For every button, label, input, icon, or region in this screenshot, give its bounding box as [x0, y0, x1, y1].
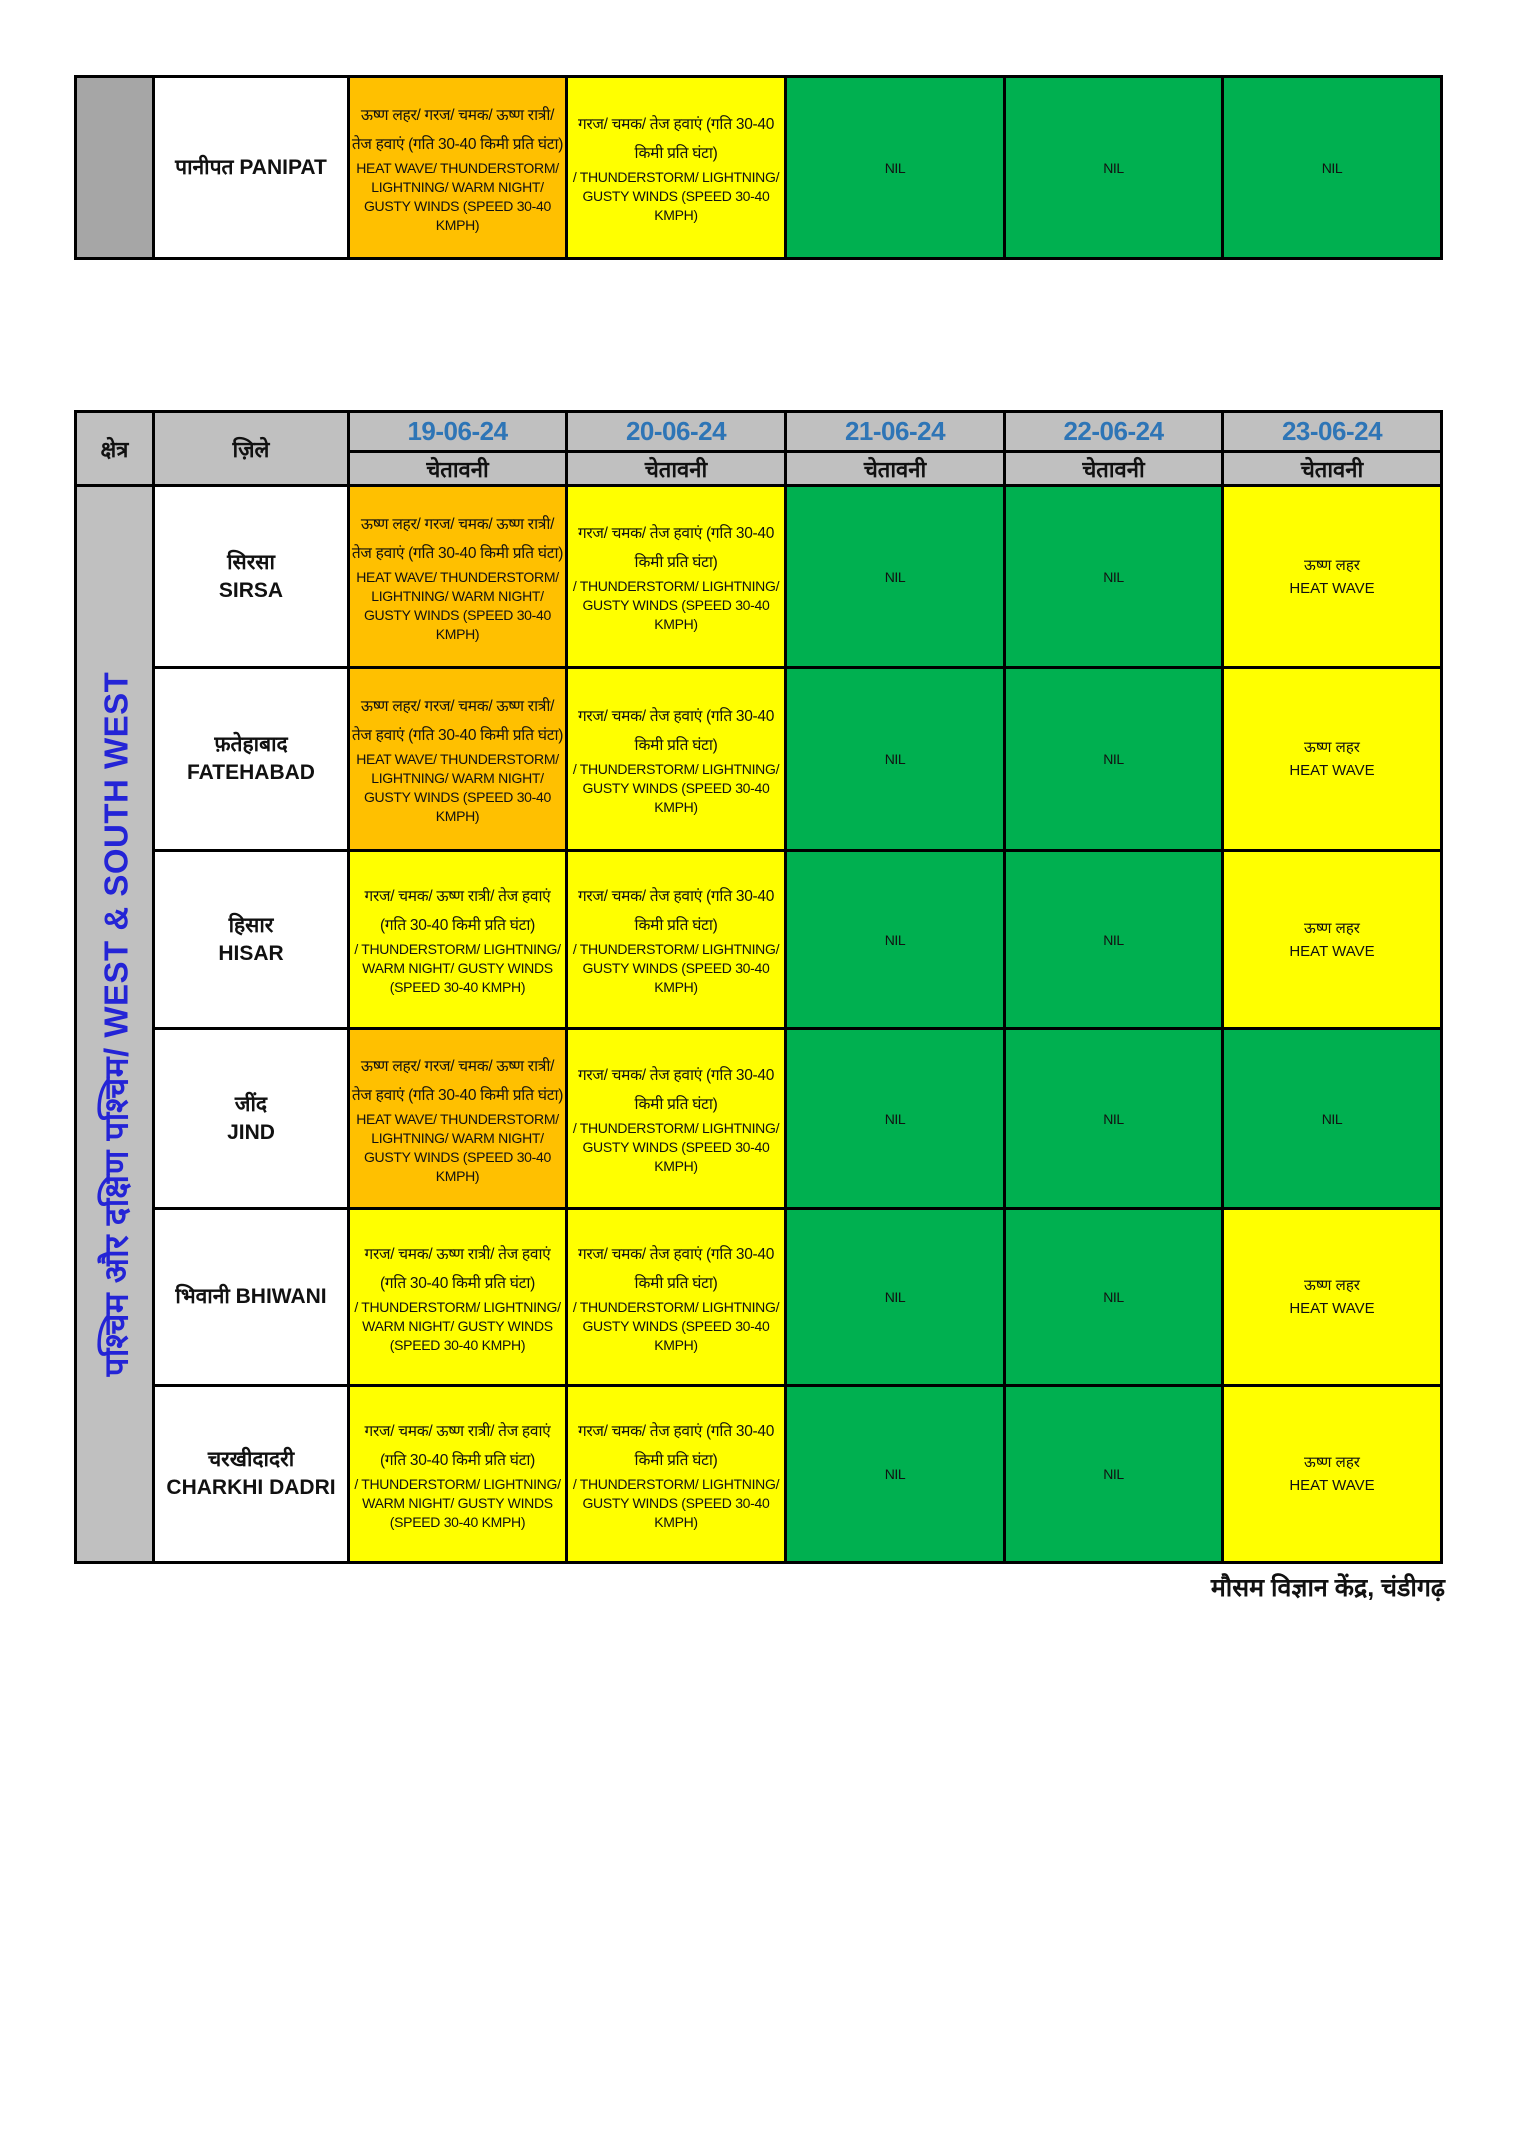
warning-cell-day4: NIL	[1005, 668, 1223, 851]
warning-cell-day1	[349, 486, 567, 668]
warning-text-english: / THUNDERSTORM/ LIGHTNING/ WARM NIGHT/ GUSTY WINDS (SPEED 30-40 KMPH)	[354, 1475, 561, 1530]
warning-text-english: / THUNDERSTORM/ LIGHTNING/ GUSTY WINDS (SPEED 30-40 KMPH)	[572, 760, 780, 815]
header-warning-label-5: चेतावनी	[1223, 452, 1442, 486]
warning-cell-day3: NIL	[786, 1209, 1005, 1386]
warning-cell-day3: NIL	[786, 1386, 1005, 1563]
warning-text-english: / THUNDERSTORM/ LIGHTNING/ GUSTY WINDS (SPEED 30-40 KMPH)	[572, 1298, 780, 1353]
warning-cell-day3: NIL	[786, 1029, 1005, 1209]
warning-cell-day4: NIL	[1005, 1386, 1223, 1563]
table-row-fatehabad	[76, 668, 1442, 851]
header-warning-label-2: चेतावनी	[567, 452, 786, 486]
warning-cell-day5	[1223, 668, 1442, 851]
warning-text-hindi: ऊष्ण लहर	[1304, 739, 1360, 756]
warning-cell-day2	[567, 851, 786, 1029]
district-name-hindi: सिरसा	[227, 550, 275, 574]
warning-text-english: HEAT WAVE	[1289, 762, 1375, 779]
district-cell	[154, 1029, 349, 1209]
table-row-jind	[76, 1029, 1442, 1209]
district-name-hindi: फ़तेहाबाद	[214, 733, 288, 756]
district-name-hindi: जींद	[234, 1092, 268, 1116]
warning-cell-day3: NIL	[786, 851, 1005, 1029]
warning-text-english: / THUNDERSTORM/ LIGHTNING/ WARM NIGHT/ GUSTY WINDS (SPEED 30-40 KMPH)	[354, 1298, 561, 1353]
header-date-5: 23-06-24	[1223, 412, 1442, 452]
warning-cell-day4: NIL	[1005, 1209, 1223, 1386]
district-name-english: CHARKHI DADRI	[166, 1476, 336, 1499]
header-date-2: 20-06-24	[567, 412, 786, 452]
warning-text-hindi: गरज/ चमक/ तेज हवाएं (गति 30-40 किमी प्रति घंटा)	[577, 525, 775, 571]
warning-text-hindi: गरज/ चमक/ तेज हवाएं (गति 30-40 किमी प्रति घंटा)	[577, 116, 775, 162]
warning-cell-day2	[567, 1386, 786, 1563]
warning-text-english: HEAT WAVE/ THUNDERSTORM/ LIGHTNING/ WARM NIGHT/ GUSTY WINDS (SPEED 30-40 KMPH)	[356, 568, 559, 642]
warning-text-hindi: गरज/ चमक/ ऊष्ण रात्री/ तेज हवाएं (गति 30-40 किमी प्रति घंटा)	[364, 1245, 551, 1292]
district-name-hindi: चरखीदादरी	[207, 1448, 295, 1471]
warning-text-english: HEAT WAVE	[1289, 942, 1375, 960]
district-cell	[154, 668, 349, 851]
warning-text-hindi: गरज/ चमक/ तेज हवाएं (गति 30-40 किमी प्रति घंटा)	[577, 707, 775, 754]
header-warning-label-3: चेतावनी	[786, 452, 1005, 486]
header-row-dates	[76, 412, 1442, 452]
region-label-cell	[76, 486, 154, 1563]
warning-cell-day1	[349, 668, 567, 851]
district-cell	[154, 1386, 349, 1563]
header-district: ज़िले	[154, 412, 349, 486]
warning-cell-day4: NIL	[1005, 77, 1223, 259]
region-label: पश्चिम और दक्षिण पश्चिम/ WEST & SOUTH WEST	[97, 671, 134, 1377]
header-warning-label-1: चेतावनी	[349, 452, 567, 486]
warning-text-hindi: गरज/ चमक/ ऊष्ण रात्री/ तेज हवाएं (गति 30-40 किमी प्रति घंटा)	[364, 888, 551, 934]
warning-text-english: / THUNDERSTORM/ LIGHTNING/ WARM NIGHT/ GUSTY WINDS (SPEED 30-40 KMPH)	[354, 941, 561, 995]
district-warning-table	[74, 410, 1443, 1564]
warning-cell-day1	[349, 851, 567, 1029]
warning-text-hindi: ऊष्ण लहर	[1304, 1277, 1360, 1294]
warning-text-hindi: ऊष्ण लहर/ गरज/ चमक/ ऊष्ण रात्री/ तेज हवाएं (गति 30-40 किमी प्रति घंटा)	[351, 515, 564, 562]
warning-text-english: HEAT WAVE/ THUNDERSTORM/ LIGHTNING/ WARM NIGHT/ GUSTY WINDS (SPEED 30-40 KMPH)	[356, 751, 559, 824]
warning-text-hindi: ऊष्ण लहर/ गरज/ चमक/ ऊष्ण रात्री/ तेज हवाएं (गति 30-40 किमी प्रति घंटा)	[351, 106, 564, 153]
district-name-english: HISAR	[218, 941, 284, 965]
district-cell	[154, 1209, 349, 1386]
district-name-english: FATEHABAD	[187, 761, 315, 784]
header-date-3: 21-06-24	[786, 412, 1005, 452]
warning-cell-day5	[1223, 1209, 1442, 1386]
warning-cell-day2	[567, 486, 786, 668]
table-row-sirsa	[76, 486, 1442, 668]
warning-text-english: / THUNDERSTORM/ LIGHTNING/ GUSTY WINDS (SPEED 30-40 KMPH)	[572, 169, 780, 223]
district-name: भिवानी BHIWANI	[175, 1285, 327, 1308]
warning-text-hindi: गरज/ चमक/ ऊष्ण रात्री/ तेज हवाएं (गति 30-40 किमी प्रति घंटा)	[364, 1422, 551, 1469]
warning-cell-day2	[567, 1209, 786, 1386]
warning-cell-day2	[567, 77, 786, 259]
warning-text-english: HEAT WAVE	[1289, 1300, 1375, 1317]
district-name-english: JIND	[227, 1120, 275, 1144]
warning-text-hindi: ऊष्ण लहर	[1304, 919, 1360, 937]
district-name: पानीपत PANIPAT	[175, 155, 327, 179]
region-cell	[76, 77, 154, 259]
table-row-hisar	[76, 851, 1442, 1029]
warning-text-hindi: ऊष्ण लहर	[1304, 1454, 1360, 1471]
district-name-hindi: हिसार	[228, 913, 274, 937]
warning-cell-day1	[349, 1209, 567, 1386]
header-date-1: 19-06-24	[349, 412, 567, 452]
district-name-english: SIRSA	[218, 578, 284, 602]
district-cell	[154, 486, 349, 668]
warning-text-english: / THUNDERSTORM/ LIGHTNING/ GUSTY WINDS (SPEED 30-40 KMPH)	[572, 1475, 780, 1530]
warning-table-continued	[74, 75, 1443, 260]
warning-cell-day3: NIL	[786, 486, 1005, 668]
warning-cell-day4: NIL	[1005, 1029, 1223, 1209]
warning-cell-day4: NIL	[1005, 486, 1223, 668]
warning-cell-day2	[567, 1029, 786, 1209]
warning-cell-day5: NIL	[1223, 1029, 1442, 1209]
warning-text-english: / THUNDERSTORM/ LIGHTNING/ GUSTY WINDS (SPEED 30-40 KMPH)	[572, 1120, 780, 1174]
warning-cell-day3: NIL	[786, 77, 1005, 259]
warning-text-hindi: गरज/ चमक/ तेज हवाएं (गति 30-40 किमी प्रति घंटा)	[577, 1067, 775, 1113]
warning-cell-day3: NIL	[786, 668, 1005, 851]
warning-cell-day5	[1223, 851, 1442, 1029]
warning-text-english: HEAT WAVE	[1289, 579, 1375, 597]
warning-cell-day1	[349, 1029, 567, 1209]
warning-text-hindi: ऊष्ण लहर/ गरज/ चमक/ ऊष्ण रात्री/ तेज हवाएं (गति 30-40 किमी प्रति घंटा)	[351, 1057, 564, 1104]
warning-text-hindi: ऊष्ण लहर/ गरज/ चमक/ ऊष्ण रात्री/ तेज हवाएं (गति 30-40 किमी प्रति घंटा)	[351, 698, 564, 744]
warning-text-english: HEAT WAVE	[1289, 1477, 1375, 1494]
table-row-bhiwani	[76, 1209, 1442, 1386]
warning-text-hindi: गरज/ चमक/ तेज हवाएं (गति 30-40 किमी प्रति घंटा)	[577, 1245, 775, 1292]
warning-text-hindi: गरज/ चमक/ तेज हवाएं (गति 30-40 किमी प्रति घंटा)	[577, 888, 775, 934]
header-date-4: 22-06-24	[1005, 412, 1223, 452]
district-cell	[154, 851, 349, 1029]
warning-cell-day5: NIL	[1223, 77, 1442, 259]
table-row-panipat	[76, 77, 1442, 259]
issuer-footer: मौसम विज्ञान केंद्र, चंडीगढ़	[1210, 1574, 1445, 1602]
warning-cell-day2	[567, 668, 786, 851]
district-cell	[154, 77, 349, 259]
warning-text-english: HEAT WAVE/ THUNDERSTORM/ LIGHTNING/ WARM NIGHT/ GUSTY WINDS (SPEED 30-40 KMPH)	[356, 1110, 559, 1184]
warning-cell-day5	[1223, 1386, 1442, 1563]
warning-cell-day5	[1223, 486, 1442, 668]
warning-text-english: HEAT WAVE/ THUNDERSTORM/ LIGHTNING/ WARM NIGHT/ GUSTY WINDS (SPEED 30-40 KMPH)	[356, 159, 559, 233]
warning-text-hindi: गरज/ चमक/ तेज हवाएं (गति 30-40 किमी प्रति घंटा)	[577, 1422, 775, 1469]
warning-text-hindi: ऊष्ण लहर	[1304, 556, 1360, 574]
warning-text-english: / THUNDERSTORM/ LIGHTNING/ GUSTY WINDS (SPEED 30-40 KMPH)	[572, 941, 780, 995]
warning-text-english: / THUNDERSTORM/ LIGHTNING/ GUSTY WINDS (SPEED 30-40 KMPH)	[572, 578, 780, 632]
warning-cell-day1	[349, 77, 567, 259]
header-warning-label-4: चेतावनी	[1005, 452, 1223, 486]
header-region: क्षेत्र	[76, 412, 154, 486]
warning-cell-day1	[349, 1386, 567, 1563]
table-row-charkhi-dadri	[76, 1386, 1442, 1563]
warning-cell-day4: NIL	[1005, 851, 1223, 1029]
